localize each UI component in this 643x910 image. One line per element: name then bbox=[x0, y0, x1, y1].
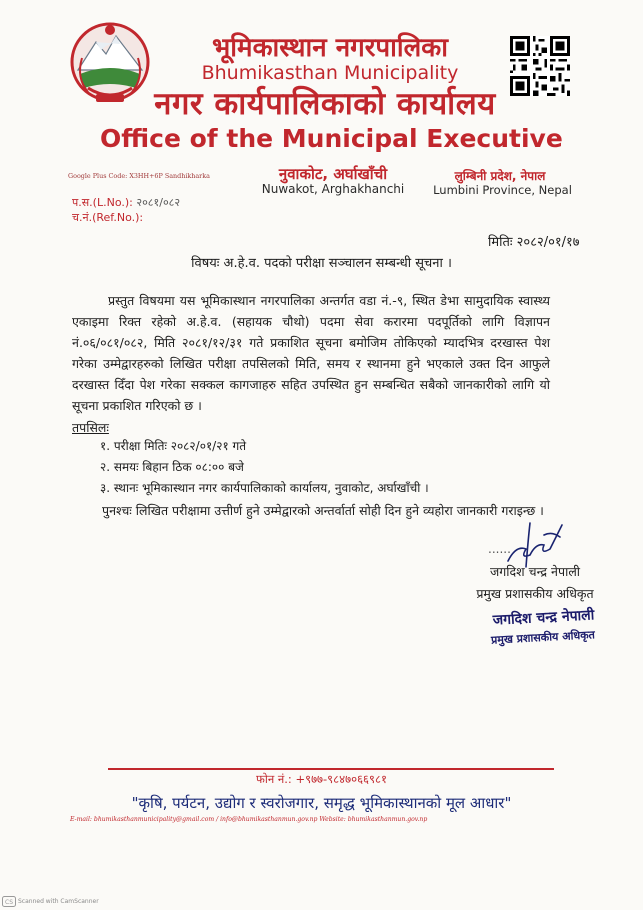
letter-number-label: प.स.(L.No.): bbox=[72, 196, 133, 209]
reference-number-label: च.नं.(Ref.No.): bbox=[72, 211, 144, 224]
footer-slogan: "कृषि, पर्यटन, उद्योग र स्वरोजगार, समृद्ध भूमिकास्थानको मूल आधार" bbox=[131, 794, 512, 812]
letter-number-value: २०८१/०८२ bbox=[136, 196, 181, 209]
stamp-title: प्रमुख प्रशासकीय अधिकृत bbox=[490, 628, 596, 647]
signature-dots: ...... bbox=[488, 542, 511, 556]
province-np: लुम्बिनी प्रदेश, नेपाल bbox=[454, 169, 546, 183]
details-heading: तपसिलः bbox=[72, 420, 109, 435]
footer-divider bbox=[108, 768, 554, 770]
scanner-watermark: Scanned with CamScanner bbox=[18, 898, 99, 905]
letter-date: मितिः २०८२/०१/१७ bbox=[488, 235, 580, 250]
location-np: नुवाकोट, अर्घाखाँची bbox=[278, 165, 388, 183]
office-name-en: Office of the Municipal Executive bbox=[100, 124, 563, 153]
letter-body: प्रस्तुत विषयमा यस भूमिकास्थान नगरपालिका अन्तर्गत वडा नं.-९, स्थित डेभा सामुदायिक स्वास्थ्य एकाइमा रिक्त रहेको अ.हे.व. (सहायक चौथो) पदमा सेवा करारमा पदपूर्तिको लागि विज्ञापन नं.०६/०८१/०८२, मिति २०८१/१२/३१ गते प्रकाशित सूचना बमोजिम तोकिएको म्यादभित्र दरखास्त पेश गरेका उम्मेद्वारहरुको लिखित परीक्षा तपसिलको मिति, समय र स्थानमा हुने भएकाले उक्त दिन आफुले दरखास्त दिँदा पेश गरेका सक्कल कागजाहरु सहित उपस्थित हुन सम्बन्धित सबैको जानकारीको लागि यो सूचना प्रकाशित गरिएको छ । bbox=[72, 293, 550, 413]
footer-contact: E-mail: bhumikasthanmunicipality@gmail.com / info@bhumikasthanmun.gov.np Website: bhumikasthanmun.gov.np bbox=[70, 816, 428, 823]
google-plus-code: Google Plus Code: X3HH+6P Sandhikharka bbox=[68, 172, 210, 180]
municipality-name-en: Bhumikasthan Municipality bbox=[201, 62, 459, 84]
letter-subject: विषयः अ.हे.व. पदको परीक्षा सञ्चालन सम्बन्धी सूचना । bbox=[191, 256, 452, 271]
location-en: Nuwakot, Arghakhanchi bbox=[261, 182, 405, 196]
province-en: Lumbini Province, Nepal bbox=[433, 183, 572, 197]
footer-phone: फोन नं.: +९७७-९८४७०६६९८१ bbox=[256, 772, 387, 786]
svg-text:CS: CS bbox=[5, 899, 13, 906]
signatory-title: प्रमुख प्रशासकीय अधिकृत bbox=[476, 586, 594, 601]
stamp-name: जगदिश चन्द्र नेपाली bbox=[492, 607, 595, 629]
letter-number bbox=[72, 195, 180, 210]
details-item-venue: ३. स्थानः भूमिकास्थान नगर कार्यपालिकाको कार्यालय, नुवाकोट, अर्घाखाँची । bbox=[100, 481, 429, 495]
reference-number bbox=[72, 210, 143, 225]
signatory-name: जगदिश चन्द्र नेपाली bbox=[489, 564, 581, 579]
office-name-np: नगर कार्यपालिकाको कार्यालय bbox=[154, 86, 496, 122]
postscript: पुनश्चः लिखित परीक्षामा उत्तीर्ण हुने उम्मेद्वारको अन्तर्वार्ता सोही दिन हुने व्यहोरा जानकारी गराइन्छ । bbox=[102, 503, 544, 518]
details-item-exam-date: १. परीक्षा मितिः २०८२/०१/२१ गते bbox=[100, 439, 247, 453]
details-item-time: २. समयः बिहान ठिक ०८:०० बजे bbox=[100, 460, 244, 474]
camscanner-logo-icon bbox=[2, 896, 16, 907]
municipality-name-np: भूमिकास्थान नगरपालिका bbox=[212, 33, 448, 63]
